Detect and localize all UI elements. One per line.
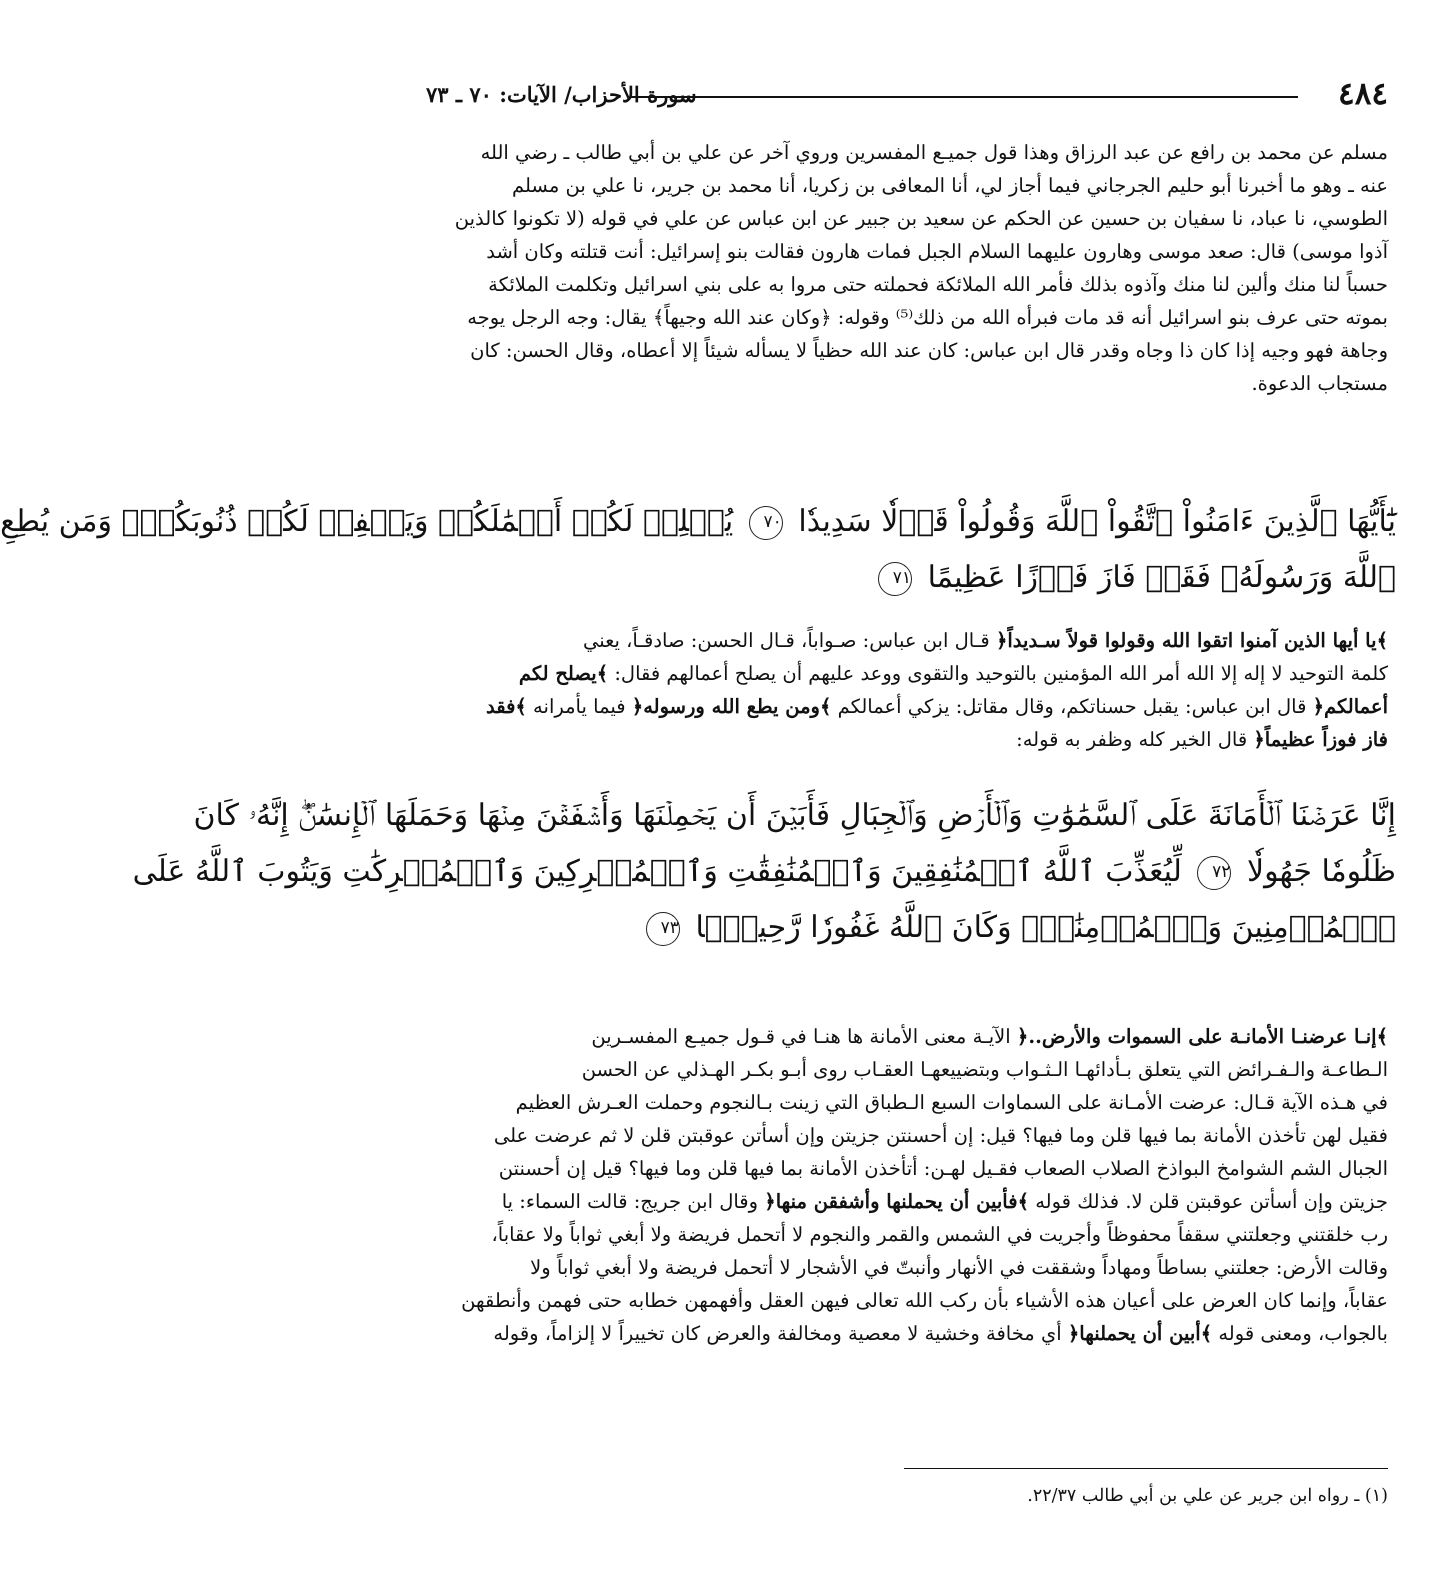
ayah-number-marker: ٧١ — [878, 562, 912, 596]
text-line: الطوسي، نا عباد، نا سفيان بن حسين عن الحكم عن سعيد بن جبير عن ابن عباس عن علي في قوله (لا تكونوا كالذين — [454, 207, 1388, 230]
text-span: كلمة التوحيد لا إله إلا الله أمر الله المؤمنين بالتوحيد والتقوى ووعد عليهم أن يصلح أعمالهم فقال: — [608, 662, 1388, 685]
running-title: سورة الأحزاب/ الآيات: ٧٠ ـ ٧٣ — [426, 82, 697, 107]
text-line: الـطاعـة والـفـرائض التي يتعلق بـأدائهـا الـثـواب وبتضييعهـا العقـاب روى أبـو بكـر الهـذلي عن الحسن — [581, 1058, 1388, 1081]
quran-quote: ﴾ أبين أن يحملنها ﴿ — [1068, 1322, 1212, 1345]
footnote: (١) ـ رواه ابن جرير عن علي بن أبي طالب ٢٢/٣٧. — [1027, 1486, 1388, 1506]
quran-quote: ﴾ يا أيها الذين آمنوا اتقوا الله وقولوا قولاً سـديداً ﴿ — [996, 629, 1388, 652]
text-span: قـال ابن عباس: صـواباً، قـال الحسن: صادقـاً، يعني — [582, 629, 996, 652]
text-line: آذوا موسى) قال: صعد موسى وهارون عليهما السلام الجبل فمات هارون فقالت بنو إسرائيل: أنت قتلته وكان أشد — [486, 240, 1388, 263]
footnote-rule — [904, 1468, 1388, 1469]
quran-quote: فاز فوزاً عظيماً ﴿ — [1253, 728, 1388, 751]
verse-text: ظَلُومٗا جَهُولٗا — [1246, 854, 1396, 889]
text-line — [426, 1020, 1388, 1053]
text-line: بموته حتى عرف بنو اسرائيل أنه قد مات فبرأه الله من ذلك⁽⁵⁾ وقوله: ﴿وكان عند الله وجيهاً﴾ يقال: وجه الرجل يوجه — [467, 306, 1388, 329]
text-span: الآيـة معنى الأمانة ها هنـا في قـول جميـع المفسـرين — [591, 1025, 1017, 1048]
verse-line — [420, 900, 1396, 956]
quran-verse-72-73 — [132, 788, 1396, 956]
quran-verse-70-71 — [0, 494, 1396, 606]
text-line: مسلم عن محمد بن رافع عن عبد الرزاق وهذا قول جميـع المفسرين وروي آخر عن علي بن أبي طالب ـ رضي الله — [480, 141, 1388, 164]
verse-text: يُصۡلِحۡ لَكُمۡ أَعۡمَٰلَكُمۡ وَيَغۡفِرۡ لَكُمۡ ذُنُوبَكُمۡۗ وَمَن يُطِعِ — [0, 504, 734, 539]
text-line — [426, 723, 1388, 756]
text-span: وقال ابن جريج: قالت السماء: يا — [501, 1190, 765, 1213]
text-line — [426, 690, 1388, 723]
text-span: جزيتن وإن أسأتن عوقبتن قلن لا. فذلك قوله — [1029, 1190, 1388, 1213]
text-span: بالجواب، ومعنى قوله — [1212, 1322, 1388, 1345]
text-line: حسباً لنا منك وألين لنا منك وآذوه بذلك فأمر الله الملائكة فحملته حتى مروا به على بني اسرائيل وتكلمت الملائكة — [488, 273, 1388, 296]
text-span: قال ابن عباس: يقبل حسناتكم، وقال مقاتل: يزكي أعمالكم — [831, 695, 1313, 718]
commentary-paragraph-1 — [426, 136, 1388, 400]
verse-text: ٱلۡمُؤۡمِنِينَ وَٱلۡمُؤۡمِنَٰتِۗ وَكَانَ ٱللَّهُ غَفُورٗا رَّحِيمَۢا — [695, 910, 1396, 945]
ayah-number-marker: ٧٣ — [646, 912, 680, 946]
commentary-paragraph-2 — [426, 624, 1388, 756]
text-line — [426, 1185, 1388, 1218]
text-line: في هـذه الآية قـال: عرضت الأمـانة على السماوات السبع الـطباق التي زينت بـالنجوم وحملت العـرش العظيم — [515, 1091, 1388, 1114]
ayah-number-marker: ٧٠ — [749, 506, 783, 540]
quran-quote: ﴾ فقد — [486, 695, 527, 718]
quran-quote: ﴾ يصلح لكم — [519, 662, 608, 685]
verse-line — [132, 844, 1396, 900]
quran-quote: ﴾ ومن يطع الله ورسوله ﴿ — [632, 695, 832, 718]
quran-quote: ﴾ إنـا عرضنـا الأمانـة على السموات والأرض.. ﴿ — [1017, 1025, 1388, 1048]
text-span: قال الخير كله وظفر به قوله: — [1016, 728, 1254, 751]
text-line: مستجاب الدعوة. — [1251, 372, 1388, 395]
header-rule — [631, 96, 1298, 98]
verse-line — [420, 550, 1396, 606]
verse-line — [0, 494, 1396, 550]
quran-quote: ﴾ فأبين أن يحملنها وأشفقن منها ﴿ — [764, 1190, 1029, 1213]
text-line: وجاهة فهو وجيه إذا كان ذا وجاه وقدر قال ابن عباس: كان عند الله حظياً لا يسأله شيئاً إلا أعطاه، وقال الحسن: كان — [470, 339, 1388, 362]
text-line: عنه ـ وهو ما أخبرنا أبو حليم الجرجاني فيما أجاز لي، أنا المعافى بن زكريا، أنا محمد بن جرير، نا علي بن مسلم — [512, 174, 1388, 197]
page-header — [426, 74, 1388, 114]
text-line — [426, 657, 1388, 690]
verse-text: لِّيُعَذِّبَ ٱللَّهُ ٱلۡمُنَٰفِقِينَ وَٱلۡمُنَٰفِقَٰتِ وَٱلۡمُشۡرِكِينَ وَٱلۡمُشۡرِكَٰتِ وَيَتُوبَ ٱللَّهُ عَلَى — [132, 854, 1182, 889]
commentary-paragraph-3 — [426, 1020, 1388, 1350]
verse-text: ٱللَّهَ وَرَسُولَهُۥ فَقَدۡ فَازَ فَوۡزًا عَظِيمًا — [927, 560, 1396, 595]
text-line: عقاباً، وإنما كان العرض على أعيان هذه الأشياء بأن ركب الله تعالى فيهن العقل وأفهمهن خطابه حتى فهمن وأنطقهن — [461, 1289, 1388, 1312]
text-line: رب خلقتني وجعلتني سقفاً محفوظاً وأجريت في الشمس والقمر والنجوم لا أتحمل فريضة ولا أبغي ثواباً ولا عقاباً، — [491, 1223, 1388, 1246]
text-line: الجبال الشم الشوامخ البواذخ الصلاب الصعاب فقـيل لهـن: أتأخذن الأمانة بما فيها قلن وما فيها؟ قيل إن أحسنتن — [498, 1157, 1388, 1180]
page-number: ٤٨٤ — [1338, 76, 1388, 112]
verse-line: إِنَّا عَرَضۡنَا ٱلۡأَمَانَةَ عَلَى ٱلسَّمَٰوَٰتِ وَٱلۡأَرۡضِ وَٱلۡجِبَالِ فَأَبَيۡنَ أَن يَحۡمِلۡنَهَا وَأَشۡفَقۡنَ مِنۡهَا وَحَمَلَهَا ٱلۡإِنسَٰنُۖ إِنَّهُۥ كَانَ — [193, 798, 1396, 833]
text-line: وقالت الأرض: جعلتني بساطاً ومهاداً وشققت في الأنهار وأنبتّ في الأشجار لا أتحمل فريضة ولا أبغي ثواباً ولا — [530, 1256, 1388, 1279]
text-line — [426, 624, 1388, 657]
verse-text: يَٰٓأَيُّهَا ٱلَّذِينَ ءَامَنُواْ ٱتَّقُواْ ٱللَّهَ وَقُولُواْ قَوۡلٗا سَدِيدٗا — [798, 504, 1396, 539]
text-line: فقيل لهن تأخذن الأمانة بما فيها قلن وما فيها؟ قيل: إن أحسنتن جزيتن وإن أسأتن عوقبتن قلن لا ثم عرضت على — [493, 1124, 1388, 1147]
text-span: فيما يأمرانه — [526, 695, 632, 718]
ayah-number-marker: ٧٢ — [1197, 856, 1231, 890]
quran-quote: أعمالكم ﴿ — [1313, 695, 1388, 718]
text-span: أي مخافة وخشية لا معصية ومخالفة والعرض كان تخييراً لا إلزاماً، وقوله — [493, 1322, 1068, 1345]
text-line — [426, 1317, 1388, 1350]
